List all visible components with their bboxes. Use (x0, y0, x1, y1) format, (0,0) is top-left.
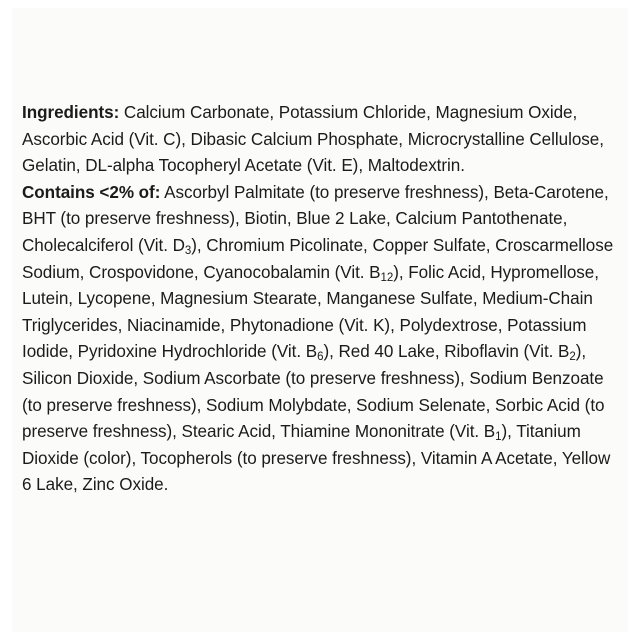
subscript-number: 2 (569, 351, 576, 364)
paragraph-lead-label: Ingredients: (22, 103, 120, 122)
subscript-number: 3 (184, 244, 192, 257)
subscript-number: 12 (380, 271, 394, 284)
subscript-number: 1 (495, 431, 502, 444)
supplement-label-panel (12, 8, 628, 632)
ingredients-text-block (22, 100, 618, 499)
paragraph-lead-label: Contains <2% of: (22, 182, 161, 202)
contains-paragraph: Contains <2% of: Ascorbyl Palmitate (to preserve freshness), Beta-Carotene, BHT (to preserve freshness), Biotin, Blue 2 Lake, Calcium Pantothenate, Cholecalciferol (Vit. $D_3$), Chromium Picolinate, Copper Sulfate, Croscarmellose Sodium, Crospovidone, Cyanocobalamin (Vit. $B_{12}$), Folic Acid, Hypromellose, Lutein, Lycopene, Magnesium Stearate, Manganese Sulfate, Medium-Chain Triglycerides, Niacinamide, Phytonadione (Vit. K), Polydextrose, Potassium Iodide, Pyridoxine Hydrochloride (Vit. $B_6$), Red 40 Lake, Riboflavin (Vit. $B_2$), Silicon Dioxide, Sodium Ascorbate (to preserve freshness), Sodium Benzoate (to preserve freshness), Sodium Molybdate, Sodium Selenate, Sorbic Acid (to preserve freshness), Stearic Acid, Thiamine Mononitrate (Vit. $B_1$), Titanium Dioxide (color), Tocopherols (to preserve freshness), Vitamin A Acetate, Yellow 6 Lake, Zinc Oxide. (22, 182, 614, 495)
ingredients-paragraph: Ingredients: Calcium Carbonate, Potassium Chloride, Magnesium Oxide, Ascorbic Acid (Vit. C), Dibasic Calcium Phosphate, Microcrystalline Cellulose, Gelatin, DL-alpha Tocopheryl Acetate (Vit. E), Maltodextrin. (22, 103, 604, 176)
subscript-number: 6 (317, 351, 324, 364)
